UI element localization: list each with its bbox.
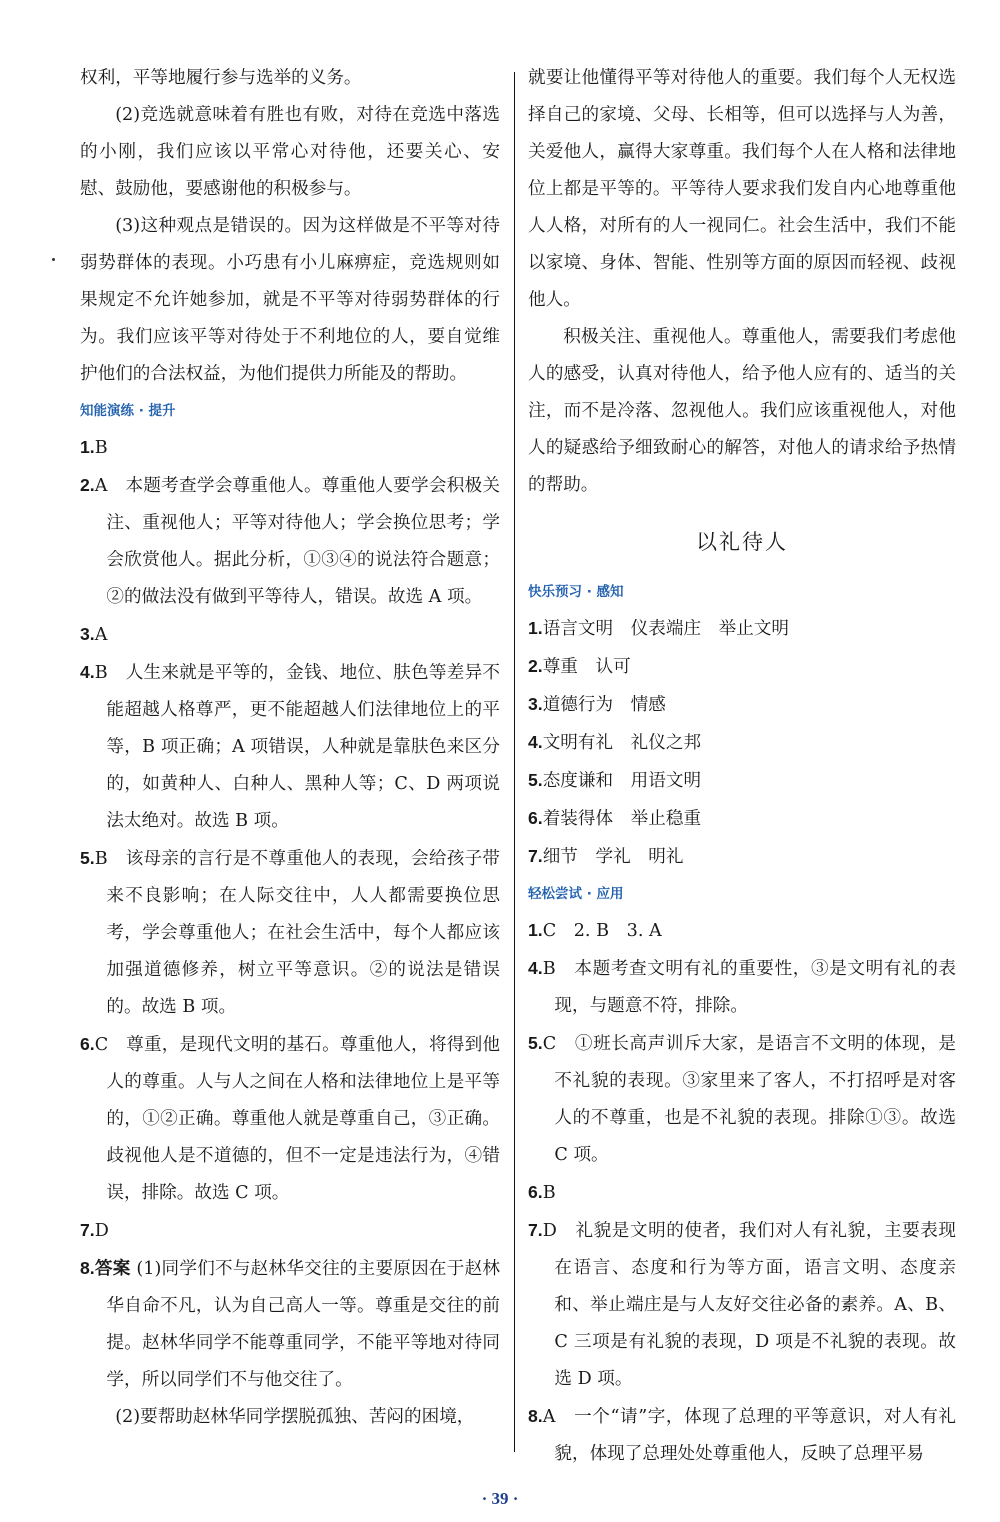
- item-number: 5.: [80, 848, 95, 868]
- answer-item: [528, 800, 956, 838]
- answer-item: [528, 610, 956, 648]
- item-text: 态度谦和 用语文明: [542, 771, 702, 791]
- answer-item: [528, 724, 956, 762]
- item-number: 4.: [80, 662, 95, 682]
- item-text: C 尊重，是现代文明的基石。尊重他人，将得到他人的尊重。人与人之间在人格和法律地位上是平等的，①②正确。尊重他人就是尊重自己，③正确。歧视他人是不道德的，但不一定是违法行为，④错误，排除。故选 C 项。: [94, 1035, 500, 1203]
- answer-item: [80, 429, 500, 467]
- item-number: 7.: [80, 1220, 95, 1240]
- answer-item: [528, 1174, 956, 1212]
- item-text: B 本题考查文明有礼的重要性，③是文明有礼的表现，与题意不符，排除。: [542, 959, 956, 1016]
- item-text: C 2. B 3. A: [542, 921, 662, 941]
- item-number: 5.: [528, 770, 543, 790]
- paragraph: 权利，平等地履行参与选举的义务。: [80, 68, 362, 88]
- answer-item: [528, 838, 956, 876]
- item-number: 1.: [80, 437, 95, 457]
- answer-item: [80, 616, 500, 654]
- answer-item: [80, 1212, 500, 1250]
- answer-item: [528, 1212, 956, 1398]
- item-text: B: [94, 438, 108, 458]
- item-number: 5.: [528, 1033, 543, 1053]
- item-text: A 本题考查学会尊重他人。尊重他人要学会积极关注、重视他人；平等对待他人；学会换位思考；学会欣赏他人。据此分析，①③④的说法符合题意；②的做法没有做到平等待人，错误。故选 A 项。: [94, 476, 500, 607]
- item-number: 6.: [528, 808, 543, 828]
- item-text: 道德行为 情感: [542, 695, 666, 715]
- item-text: C ①班长高声训斥大家，是语言不文明的体现，是不礼貌的表现。③家里来了客人，不打招呼是对客人的不尊重，也是不礼貌的表现。排除①③。故选 C 项。: [542, 1034, 956, 1165]
- answer-item: [528, 648, 956, 686]
- item-number: 2.: [80, 475, 95, 495]
- item-number: 7.: [528, 846, 543, 866]
- right-column: [528, 60, 956, 1473]
- item-text: B 人生来就是平等的，金钱、地位、肤色等差异不能超越人格尊严，更不能超越人们法律地位上的平等，B 项正确；A 项错误，人种就是靠肤色来区分的，如黄种人、白种人、黑种人等；C、D 两项说法太绝对。故选 B 项。: [94, 663, 500, 831]
- item-text: B: [542, 1183, 556, 1203]
- item-number: 3.: [528, 694, 543, 714]
- paragraph: 就要让他懂得平等对待他人的重要。我们每个人无权选择自己的家境、父母、长相等，但可以选择与人为善，关爱他人，赢得大家尊重。我们每个人在人格和法律地位上都是平等的。平等待人要求我们发自内心地尊重他人人格，对所有的人一视同仁。社会生活中，我们不能以家境、身体、智能、性别等方面的原因而轻视、歧视他人。: [528, 68, 956, 310]
- paragraph: 积极关注、重视他人。尊重他人，需要我们考虑他人的感受，认真对待他人，给予他人应有的、适当的关注，而不是冷落、忽视他人。我们应该重视他人，对他人的疑惑给予细致耐心的解答，对他人的请求给予热情的帮助。: [528, 327, 956, 495]
- item-text: 尊重 认可: [542, 657, 631, 677]
- item-text: A: [94, 625, 108, 645]
- item-number: 3.: [80, 624, 95, 644]
- answer-item: [80, 1250, 500, 1399]
- item-text: 细节 学礼 明礼: [542, 847, 684, 867]
- item-text: 语言文明 仪表端庄 举止文明: [542, 619, 790, 639]
- paragraph: (2)竞选就意味着有胜也有败，对待在竞选中落选的小刚，我们应该以平常心对待他，还要关心、安慰、鼓励他，要感谢他的积极参与。: [80, 105, 500, 199]
- stray-dot-mark: [52, 258, 55, 261]
- item-number: 4.: [528, 958, 543, 978]
- item-text: B 该母亲的言行是不尊重他人的表现，会给孩子带来不良影响；在人际交往中，人人都需要换位思考，学会尊重他人；在社会生活中，每个人都应该加强道德修养，树立平等意识。②的说法是错误的。故选 B 项。: [94, 849, 500, 1017]
- item-text: A 一个“请”字，体现了总理的平等意识，对人有礼貌，体现了总理处处尊重他人，反映了总理平易: [542, 1407, 956, 1464]
- item-number: 6.: [80, 1034, 95, 1054]
- answer-item: [528, 1398, 956, 1473]
- paragraph: (2)要帮助赵林华同学摆脱孤独、苦闷的困境，: [115, 1407, 475, 1427]
- item-text: 文明有礼 礼仪之邦: [542, 733, 702, 753]
- item-text: D: [94, 1221, 109, 1241]
- item-text: 着装得体 举止稳重: [542, 809, 702, 829]
- section-heading: 轻松尝试 · 应用: [528, 886, 624, 902]
- section-heading: 快乐预习 · 感知: [528, 584, 624, 600]
- item-number: 8.: [528, 1406, 543, 1426]
- item-text: D 礼貌是文明的使者，我们对人有礼貌，主要表现在语言、态度和行为等方面，语言文明、态度亲和、举止端庄是与人友好交往必备的素养。A、B、C 三项是有礼貌的表现，D 项是不礼貌的表现。故选 D 项。: [542, 1221, 956, 1389]
- item-number: 6.: [528, 1182, 543, 1202]
- item-number: 1.: [528, 618, 543, 638]
- section-heading: 知能演练 · 提升: [80, 403, 176, 419]
- paragraph: (3)这种观点是错误的。因为这样做是不平等对待弱势群体的表现。小巧患有小儿麻痹症，竞选规则如果规定不允许她参加，就是不平等对待弱势群体的行为。我们应该平等对待处于不利地位的人，要自觉维护他们的合法权益，为他们提供力所能及的帮助。: [80, 216, 500, 384]
- answer-item: [528, 950, 956, 1025]
- answer-label: 答案: [94, 1258, 131, 1278]
- answer-item: [528, 912, 956, 950]
- item-number: 4.: [528, 732, 543, 752]
- answer-item: [528, 762, 956, 800]
- item-text: (1)同学们不与赵林华交往的主要原因在于赵林华自命不凡，认为自己高人一等。尊重是交往的前提。赵林华同学不能尊重同学，不能平等地对待同学，所以同学们不与他交往了。: [106, 1259, 500, 1390]
- item-number: 8.: [80, 1258, 95, 1278]
- answer-item: [528, 1025, 956, 1174]
- item-number: 7.: [528, 1220, 543, 1240]
- answer-item: [80, 467, 500, 616]
- answer-item: [80, 1026, 500, 1212]
- answer-item: [528, 686, 956, 724]
- answer-item: [80, 654, 500, 840]
- lesson-title: 以礼待人: [696, 530, 788, 554]
- left-column: [80, 60, 500, 1436]
- item-number: 2.: [528, 656, 543, 676]
- answer-item: [80, 840, 500, 1026]
- column-divider: [514, 72, 515, 1452]
- item-number: 1.: [528, 920, 543, 940]
- page-number: · 39 ·: [481, 1489, 519, 1508]
